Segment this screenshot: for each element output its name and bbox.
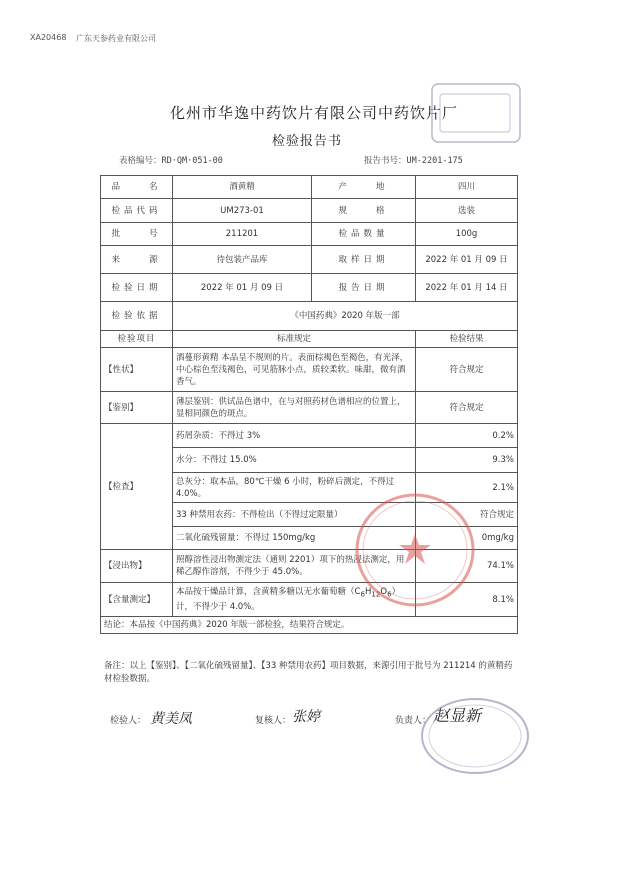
qc-stamp-top <box>428 78 528 148</box>
spec-label: 规 格 <box>312 199 416 223</box>
info-row <box>101 246 518 274</box>
ident-result: 符合规定 <box>416 392 518 424</box>
so2-standard: 二氧化硫残留量：不得过 150mg/kg <box>173 527 416 550</box>
traits-result: 符合规定 <box>416 348 518 392</box>
result-header: 检验结果 <box>416 331 518 348</box>
responsible-signature: 赵显新 <box>433 706 482 725</box>
company-seal <box>352 490 478 610</box>
report-date-value: 2022 年 01 月 14 日 <box>416 274 518 302</box>
standard-header: 标准规定 <box>173 331 416 348</box>
assay-result: 8.1% <box>416 583 518 617</box>
result-row <box>101 392 518 424</box>
code-label: 检品代码 <box>101 199 173 223</box>
ident-standard: 薄层鉴别：供试品色谱中，在与对照药材色谱相应的位置上，显相同颜色的斑点。 <box>173 392 416 424</box>
pesticide-result: 符合规定 <box>416 503 518 527</box>
code-value: UM273-01 <box>173 199 312 223</box>
remark: 备注：以上【鉴别】、【二氧化硫残留量】、【33 种禁用农药】项目数据，来源引用于批号为 211214 的黄精药材检验数据。 <box>104 661 513 684</box>
inspector-signature: 黄美凤 <box>150 711 192 727</box>
info-row <box>101 274 518 302</box>
moisture-result: 9.3% <box>416 448 518 473</box>
qty-label: 检品数量 <box>312 223 416 246</box>
product-value: 酒黄精 <box>173 176 312 199</box>
extract-item: 【浸出物】 <box>101 550 173 583</box>
info-row <box>101 176 518 199</box>
extract-standard: 照醇溶性浸出物测定法（通则 2201）项下的热浸法测定，用稀乙醇作溶剂，不得少于 45.0%。 <box>173 550 416 583</box>
impurity-standard: 药屑杂质：不得过 3% <box>173 424 416 448</box>
company-small: 广东天参药业有限公司 <box>76 34 156 43</box>
result-row <box>101 424 518 448</box>
test-date-value: 2022 年 01 月 09 日 <box>173 274 312 302</box>
basis-label: 检验依据 <box>101 302 173 331</box>
sample-date-value: 2022 年 01 月 09 日 <box>416 246 518 274</box>
test-date-label: 检验日期 <box>101 274 173 302</box>
basis-row <box>101 302 518 331</box>
info-row <box>101 199 518 223</box>
source-label: 来 源 <box>101 246 173 274</box>
qc-stamp-bottom-ring <box>422 699 528 773</box>
check-item: 【检查】 <box>101 424 173 550</box>
batch-label: 批 号 <box>101 223 173 246</box>
document-subtitle: 检验报告书 <box>272 134 343 149</box>
reviewer-signature: 张婷 <box>292 709 320 725</box>
assay-sub-c: 6 <box>360 589 365 599</box>
qc-stamp-bottom-inner <box>429 705 521 767</box>
qty-value: 100g <box>416 223 518 246</box>
spec-value: 选装 <box>416 199 518 223</box>
info-row <box>101 223 518 246</box>
document-title: 化州市华逸中药饮片有限公司中药饮片厂 <box>170 104 459 122</box>
reviewer-label: 复核人： <box>255 716 292 726</box>
report-number: 报告书号：UM-2201-175 <box>364 156 463 166</box>
origin-value: 四川 <box>416 176 518 199</box>
responsible-label: 负责人： <box>395 716 432 726</box>
result-row <box>101 348 518 392</box>
assay-sub-h: 12 <box>371 589 381 599</box>
assay-standard-c: O <box>380 587 388 598</box>
assay-item: 【含量测定】 <box>101 583 173 617</box>
extract-result: 74.1% <box>416 550 518 583</box>
doc-code: XA20468 <box>30 33 67 42</box>
qc-stamp-border <box>432 84 520 142</box>
inspector-label: 检验人： <box>110 716 147 726</box>
moisture-standard: 水分：不得过 15.0% <box>173 448 416 473</box>
sample-date-label: 取样日期 <box>312 246 416 274</box>
basis-value: 《中国药典》2020 年版一部 <box>173 302 518 331</box>
traits-standard: 酒蔓形黄精 本品呈不规则的片。表面棕褐色至褐色，有光泽，中心棕色至浅褐色，可见筋脉小点，质较柔软。味甜，微有酒香气。 <box>173 348 416 392</box>
source-value: 待包装产品库 <box>173 246 312 274</box>
assay-standard-a: 本品按干燥品计算，含黄精多糖以无水葡萄糖（C <box>176 587 361 598</box>
product-label: 品 名 <box>101 176 173 199</box>
results-header-row <box>101 331 518 348</box>
impurity-result: 0.2% <box>416 424 518 448</box>
traits-item: 【性状】 <box>101 348 173 392</box>
seal-star-icon <box>399 534 431 564</box>
report-date-label: 报告日期 <box>312 274 416 302</box>
conclusion: 结论：本品按《中国药典》2020 年版一部检验，结果符合规定。 <box>101 617 518 634</box>
ident-item: 【鉴别】 <box>101 392 173 424</box>
ash-standard: 总灰分：取本品，80℃干燥 6 小时，粉碎后测定，不得过 4.0%。 <box>173 473 416 503</box>
origin-label: 产 地 <box>312 176 416 199</box>
qc-stamp-inner <box>440 94 510 132</box>
item-header: 检验项目 <box>101 331 173 348</box>
form-number: 表格编号：RD·QM·051-00 <box>119 156 223 166</box>
ash-result: 2.1% <box>416 473 518 503</box>
assay-sub-o: 6 <box>387 589 392 599</box>
pesticide-standard: 33 种禁用农药：不得检出（不得过定限量） <box>173 503 416 527</box>
conclusion-row <box>101 617 518 634</box>
so2-result: 0mg/kg <box>416 527 518 550</box>
batch-value: 211201 <box>173 223 312 246</box>
qc-stamp-bottom <box>418 695 533 777</box>
assay-standard-b: H <box>364 587 372 598</box>
assay-standard-d: ）计，不得少于 4.0%。 <box>176 587 401 612</box>
